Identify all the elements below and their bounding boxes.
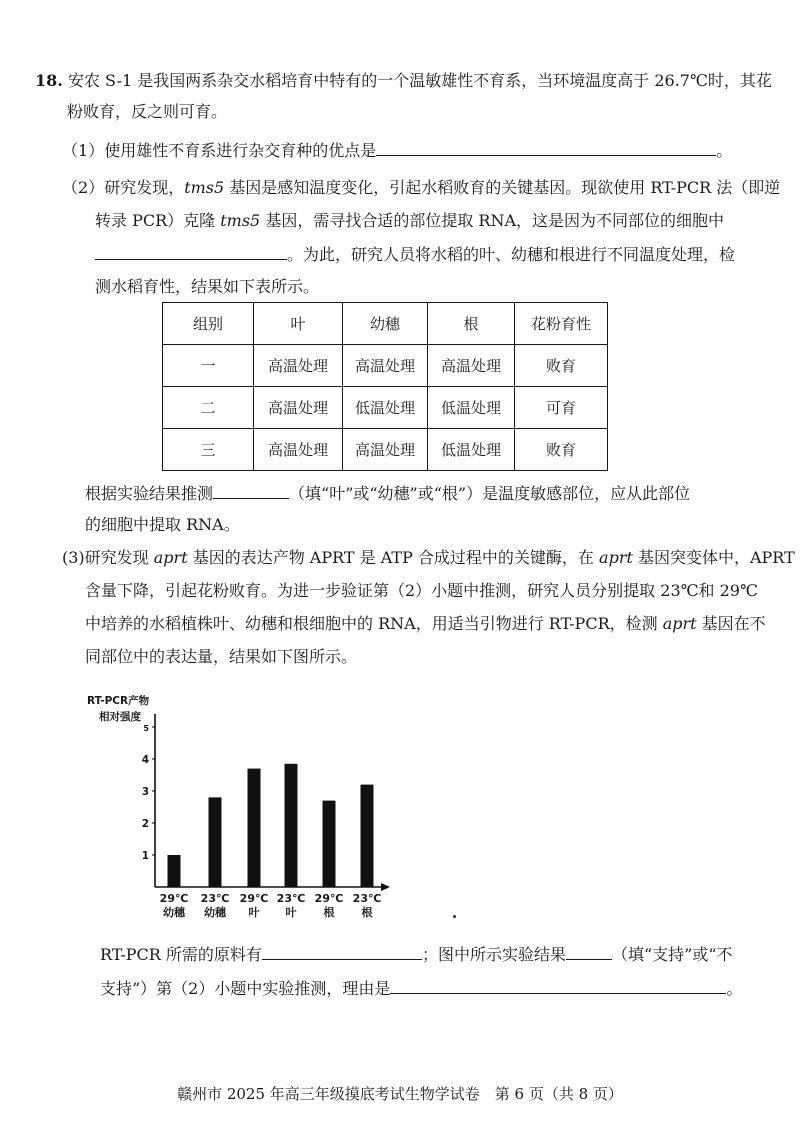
part-2-text-g2: （填“叶”或“幼穗”或“根”）是温度敏感部位，应从此部位 [289,484,691,503]
y-tick-label: 5 [143,724,149,733]
part-3-text-h2: ；图中所示实验结果 [421,945,566,964]
part-2-line-2 [95,210,724,232]
table-header: 花粉育性 [515,303,608,345]
part-3-line-3 [85,613,766,635]
part-3-text-h3: （填“支持”或“不 [611,945,733,964]
table-header: 根 [428,303,515,345]
table-cell: 高温处理 [428,345,515,387]
y-axis-label-line-2: 相对强度 [99,711,141,723]
question-intro-line-2: 粉败育，反之则可育。 [67,102,228,121]
table-row [163,387,608,429]
part-2-line-3 [95,243,735,266]
part-1-label: （1） [62,141,105,160]
answer-blank-1[interactable] [376,139,716,156]
x-tick-label-part: 根 [323,906,335,919]
page-footer: 赣州市 2025 年高三年级摸底考试生物学试卷 第 6 页（共 8 页） [177,1085,623,1103]
answer-blank-5[interactable] [566,943,612,960]
part-3-text-i2: 。 [726,979,743,998]
table-header: 幼穗 [343,303,428,345]
table-header: 叶 [254,303,343,345]
table-cell: 高温处理 [343,345,428,387]
part-2-label: （2） [62,178,105,197]
stray-dot [453,915,456,918]
bar-1 [168,855,181,887]
part-3-line-4: 同部位中的表达量，结果如下图所示。 [85,647,358,666]
answer-blank-4[interactable] [262,943,422,960]
gene-tms5: tms5 [184,178,225,197]
x-tick-label-temp: 23℃ [352,892,382,905]
part-1-end: 。 [716,141,733,160]
part-1 [62,139,732,162]
x-tick-label-temp: 29℃ [159,892,189,905]
table-row [163,345,608,387]
y-tick-label: 1 [141,850,149,862]
table-header: 组别 [163,303,254,345]
question-number: 18. [35,71,63,90]
part-2-text-g1: 根据实验结果推测 [85,484,214,503]
part-1-text: 使用雄性不育系进行杂交育种的优点是 [104,141,377,160]
y-axis-label-line-1: RT-PCR产物 [87,695,150,707]
part-2-line-6: 的细胞中提取 RNA。 [85,515,240,534]
table-cell: 三 [163,429,254,471]
x-tick-label-temp: 23℃ [276,892,306,905]
part-3-label: (3) [62,548,85,567]
table-cell: 二 [163,387,254,429]
part-3-line-1 [62,547,795,569]
bar-4 [285,764,298,887]
part-2-line-1 [62,177,780,199]
results-table [162,302,608,471]
part-3-text-f: 基因在不 [696,614,766,633]
gene-tms5-2: tms5 [220,211,261,230]
gene-aprt-3: aprt [662,614,697,633]
question-intro-line-1 [35,70,772,92]
x-axis-arrow-icon [381,883,390,891]
table-cell: 败育 [515,429,608,471]
bar-5 [323,801,336,887]
part-3-line-5 [100,943,733,966]
gene-aprt: aprt [153,548,188,567]
expression-bar-chart [85,690,415,920]
part-3-text-e: 中培养的水稻植株叶、幼穗和根细胞中的 RNA，用适当引物进行 RT-PCR，检测 [85,614,663,633]
table-cell: 败育 [515,345,608,387]
y-tick-label: 4 [141,754,149,766]
intro-text-1: 安农 S-1 是我国两系杂交水稻培育中特有的一个温敏雄性不育系，当环境温度高于 26.7℃时，其花 [67,71,772,90]
part-2-text-b: 基因是感知温度变化，引起水稻败育的关键基因。现欲使用 RT-PCR 法（即逆 [224,178,781,197]
table-row [163,429,608,471]
bar-3 [248,769,261,887]
table-cell: 高温处理 [254,429,343,471]
x-tick-label-temp: 29℃ [314,892,344,905]
table-cell: 低温处理 [428,429,515,471]
table-header-row [163,303,608,345]
part-3-text-i1: 支持”）第（2）小题中实验推测，理由是 [100,979,391,998]
part-3-text-b: 基因的表达产物 APRT 是 ATP 合成过程中的关键酶，在 [187,548,600,567]
bar-2 [209,797,222,887]
table-cell: 低温处理 [428,387,515,429]
answer-blank-2[interactable] [95,243,287,260]
part-2-line-5 [85,482,690,505]
part-3-text-h1: RT-PCR 所需的原料有 [100,945,262,964]
part-3-text-a: 研究发现 [84,548,154,567]
gene-aprt-2: aprt [599,548,633,567]
part-2-text-e: 。为此，研究人员将水稻的叶、幼穗和根进行不同温度处理，检 [287,245,736,264]
answer-blank-6[interactable] [390,977,726,994]
x-tick-label-temp: 29℃ [239,892,269,905]
x-tick-label-part: 叶 [285,906,297,919]
answer-blank-3[interactable] [213,482,289,499]
x-tick-label-part: 幼穗 [163,906,185,919]
table-cell: 高温处理 [343,429,428,471]
x-tick-label-part: 根 [361,906,373,919]
x-tick-label-temp: 23℃ [200,892,230,905]
part-2-text-c: 转录 PCR）克隆 [95,211,221,230]
part-3-line-6 [100,977,742,1000]
table-cell: 高温处理 [254,387,343,429]
table-cell: 低温处理 [343,387,428,429]
part-2-text-a: 研究发现， [104,178,185,197]
part-3-line-2: 含量下降，引起花粉败育。为进一步验证第（2）小题中推测，研究人员分别提取 23℃和 29℃ [85,581,758,600]
x-tick-label-part: 叶 [248,906,260,919]
part-2-text-d: 基因，需寻找合适的部位提取 RNA，这是因为不同部位的细胞中 [260,211,725,230]
table-cell: 可育 [515,387,608,429]
table-cell: 高温处理 [254,345,343,387]
bar-6 [361,785,374,887]
y-tick-label: 3 [141,786,149,798]
y-tick-label: 2 [141,818,149,830]
table-cell: 一 [163,345,254,387]
part-3-text-c: 基因突变体中，APRT [632,548,795,567]
part-2-line-4: 测水稻育性，结果如下表所示。 [95,277,320,296]
x-tick-label-part: 幼穗 [204,906,226,919]
